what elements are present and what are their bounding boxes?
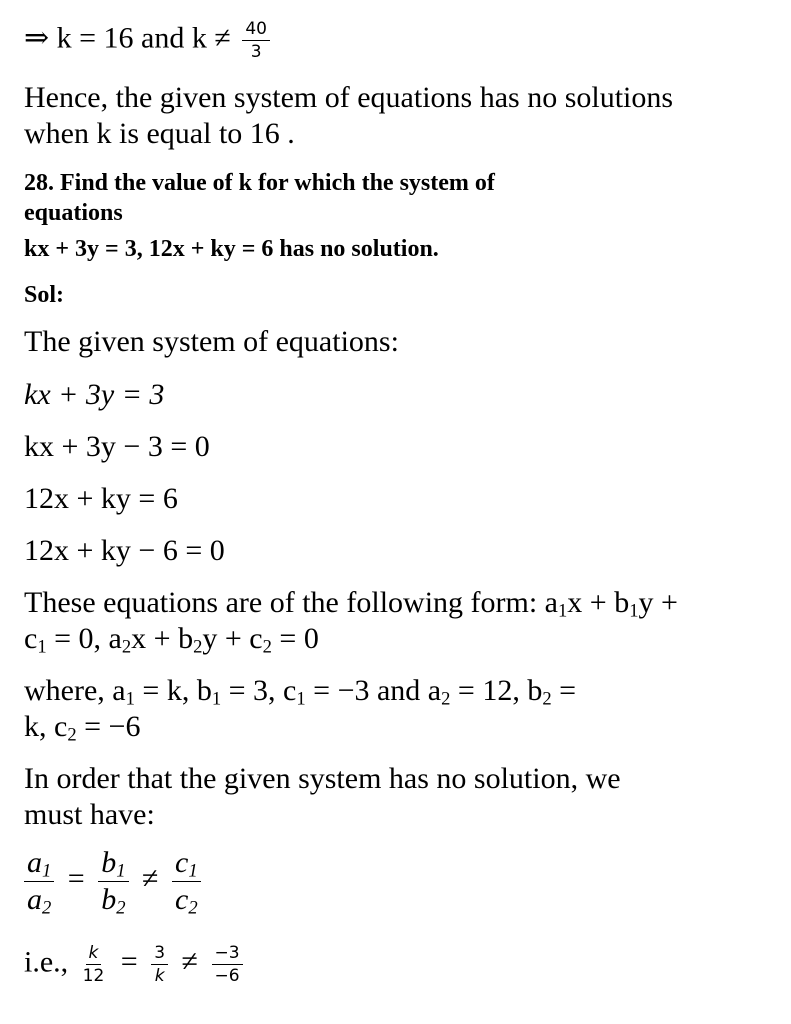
denominator: k — [154, 966, 165, 986]
fraction-numerator: 40 — [242, 18, 270, 41]
subscript: 1 — [188, 860, 198, 882]
equation-line: 12x + ky = 6 — [24, 482, 178, 515]
line-k-equals-16 — [24, 18, 270, 63]
subscript: 2 — [67, 724, 77, 746]
fraction-k-over-12 — [80, 942, 108, 987]
equals-sign: = — [120, 945, 138, 979]
subscript: 2 — [188, 897, 198, 919]
paragraph-line: must have: — [24, 798, 155, 831]
ie-ratio-line — [24, 942, 243, 987]
denominator — [98, 882, 128, 918]
text: b — [101, 883, 117, 916]
denominator — [172, 882, 201, 918]
denominator: −6 — [214, 966, 240, 986]
equation-line: kx + 3y − 3 = 0 — [24, 430, 210, 463]
numerator — [172, 845, 201, 882]
text: a — [27, 846, 42, 879]
subscript: 2 — [42, 897, 52, 919]
subscript: 1 — [42, 860, 52, 882]
equals-sign: = — [67, 862, 85, 896]
paragraph-line: when k is equal to 16 . — [24, 117, 295, 150]
fraction-denominator: 3 — [250, 42, 262, 62]
question-heading: kx + 3y = 3, 12x + ky = 6 has no solution. — [24, 236, 439, 262]
sol-label: Sol: — [24, 282, 65, 308]
text: c — [174, 846, 189, 879]
subscript: 2 — [121, 636, 132, 658]
subscript: 1 — [125, 688, 135, 710]
fraction-a1-over-a2 — [24, 845, 54, 918]
subscript: 1 — [558, 600, 568, 622]
subscript: 1 — [211, 688, 222, 710]
form-line — [24, 621, 319, 657]
paragraph-line: Hence, the given system of equations has no solutions — [24, 81, 674, 114]
subscript: 1 — [116, 860, 126, 882]
not-equal-sign: ≠ — [142, 862, 159, 896]
numerator — [24, 845, 54, 882]
subscript: 2 — [116, 897, 126, 919]
text: y + — [638, 586, 678, 619]
text: c — [24, 622, 38, 655]
numerator: k — [86, 942, 102, 965]
text: a — [27, 883, 42, 916]
text: = 0, a — [46, 622, 122, 655]
text: These equations are of the following form: a — [24, 586, 558, 619]
text: = 12, b — [450, 674, 543, 707]
paragraph-line: The given system of equations: — [24, 325, 399, 358]
subscript: 1 — [629, 600, 639, 622]
where-line — [24, 709, 140, 745]
question-heading: 28. Find the value of k for which the system of — [24, 170, 495, 196]
not-equal-sign: ≠ — [181, 945, 199, 979]
ratio-condition — [24, 845, 201, 918]
subscript: 2 — [441, 688, 451, 710]
text: = — [551, 674, 577, 707]
text: k, c — [24, 710, 68, 743]
text: = k, b — [134, 674, 212, 707]
equation-line: 12x + ky − 6 = 0 — [24, 534, 225, 567]
subscript: 2 — [542, 688, 552, 710]
fraction-minus3-over-minus6 — [212, 942, 243, 987]
numerator — [98, 845, 128, 882]
equation-line: kx + 3y = 3 — [24, 378, 165, 411]
numerator: 3 — [151, 942, 168, 965]
text: where, a — [24, 674, 126, 707]
text: b — [101, 846, 117, 879]
question-heading: equations — [24, 200, 123, 226]
subscript: 1 — [37, 636, 47, 658]
text: y + c — [202, 622, 263, 655]
fraction-b1-over-b2 — [98, 845, 128, 918]
text: = 3, c — [221, 674, 297, 707]
denominator: 12 — [82, 966, 105, 986]
denominator — [24, 882, 54, 918]
text: x + b — [131, 622, 194, 655]
text: = −6 — [76, 710, 141, 743]
subscript: 2 — [193, 636, 203, 658]
text: c — [174, 883, 189, 916]
subscript: 1 — [296, 688, 306, 710]
fraction-40-over-3 — [242, 18, 270, 63]
text: = 0 — [271, 622, 319, 655]
where-line — [24, 673, 576, 709]
fraction-c1-over-c2 — [172, 845, 201, 918]
form-line — [24, 585, 678, 621]
paragraph-line: In order that the given system has no solution, we — [24, 762, 621, 795]
numerator: −3 — [212, 942, 243, 965]
text: x + b — [567, 586, 630, 619]
fraction-3-over-k — [151, 942, 168, 987]
subscript: 2 — [262, 636, 272, 658]
k-equals-16-text: ⇒ k = 16 and k ≠ — [24, 21, 231, 55]
ie-text: i.e., — [24, 945, 69, 979]
text: = −3 and a — [305, 674, 442, 707]
